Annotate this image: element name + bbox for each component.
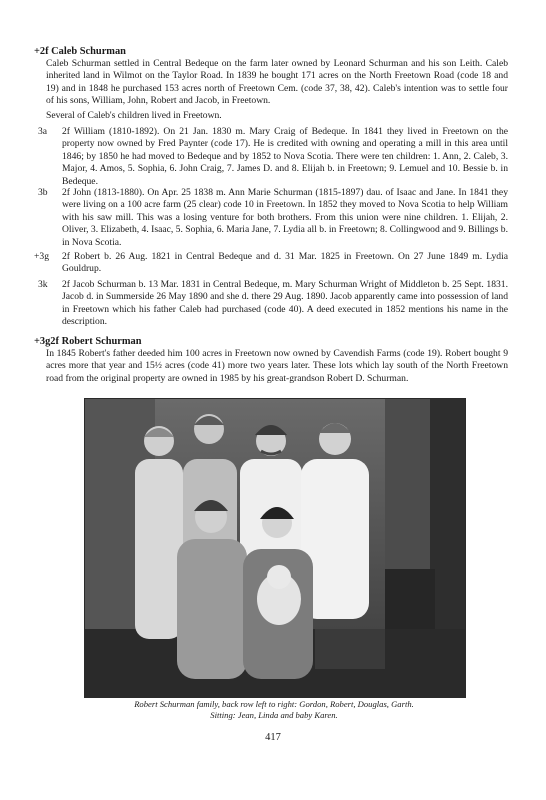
section-heading-robert: +3g2f Robert Schurman [34,336,142,347]
entry-william: 2f William (1810-1892). On 21 Jan. 1830 m. Mary Craig of Bedeque. In 1841 they lived in Freetown on the property now owned by Fred Paynter (code 17). He is credited with owning and operating a mill in this area until 1846; by 1850 he had moved to Bedeque and by 1852 to Nova Scotia. There were ten children: 1. Ann, 2. Caleb, 3. Major, 4. Amos, 5. Sophia, 6. John Craig, 7. James D. and 8. Elijah b. in Freetown; 9. Lemuel and 10. Bessie b. in Bedeque. [62,126,508,187]
section-heading-caleb: +2f Caleb Schurman [34,46,126,57]
entry-marker: 3a [38,126,48,137]
entry-marker: 3b [38,187,48,198]
entry-jacob: 2f Jacob Schurman b. 13 Mar. 1831 in Central Bedeque, m. Mary Schurman Wright of Middleton b. 25 Sept. 1831. Jacob d. in Summerside 26 May 1890 and she d. there 29 Aug. 1890. Jacob apparently came into possession of land in Freetown which his father Caleb had purchased (code 40). A deed executed in 1852 mentions his name in the description. [62,279,508,328]
photo-caption [34,699,514,721]
family-photograph [84,398,466,698]
family-photo-illustration [85,399,465,697]
photo-caption-line-1: Robert Schurman family, back row left to right: Gordon, Robert, Douglas, Garth. [134,699,414,709]
photo-caption-line-2: Sitting: Jean, Linda and baby Karen. [210,710,338,720]
entry-robert: 2f Robert b. 26 Aug. 1821 in Central Bedeque and d. 31 Mar. 1825 in Freetown. On 27 June 1849 m. Lydia Gouldrup. [62,251,508,275]
entry-john: 2f John (1813-1880). On Apr. 25 1838 m. Ann Marie Schurman (1815-1897) dau. of Isaac and Jane. In 1841 they were living on a 100 acre farm (25 clear) code 10 in Freetown. In 1852 they moved to Nova Scotia to help William with his saw mill. This was a losing venture for both brothers. From this union were nine children. 1. Elijah, 2. Oliver, 3. Elizabeth, 4. Isaac, 5. Sophia, 6. Maria Jane, 7. Lydia all b. in Freetown; 8. Collingwood and 9. Billings b. in Nova Scotia. [62,187,508,248]
caleb-paragraph: Caleb Schurman settled in Central Bedeque on the farm later owned by Leonard Schurman and his son Leith. Caleb inherited land in Wilmot on the Taylor Road. In 1839 he bought 171 acres on the North Freetown Road (code 18 and 19) and in 1848 he purchased 153 acres north of Freetown Cem. (code 37, 38, 42). Caleb's intention was to settle four of his sons, William, John, Robert and Jacob, in Freetown. [46,58,508,107]
robert-paragraph: In 1845 Robert's father deeded him 100 acres in Freetown now owned by Cavendish Farms (code 19). Robert bought 9 acres more that year and 15½ acres (code 41) more two years later. These lots which lay south of the North Freetown road from the original property are owned in 1985 by his great-grandson Robert D. Schurman. [46,348,508,384]
page-number: 417 [265,732,281,743]
entry-marker: +3g [34,251,50,262]
caleb-children-intro: Several of Caleb's children lived in Freetown. [46,110,222,121]
entry-marker: 3k [38,279,48,290]
